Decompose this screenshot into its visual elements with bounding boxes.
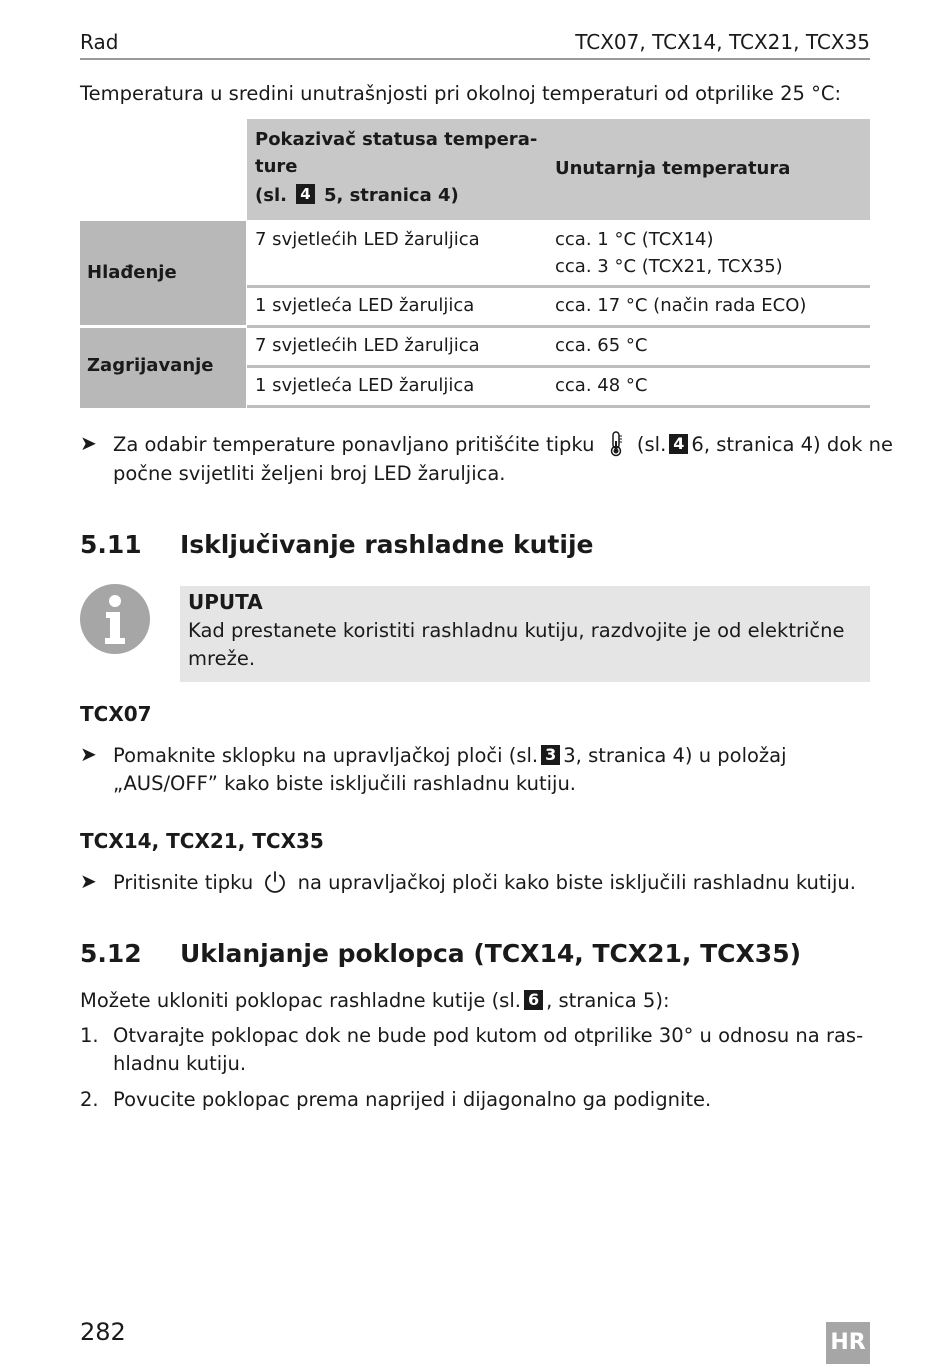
instruction-temperature-cont: počne svijetliti željeni broj LED žaruljica. bbox=[113, 462, 506, 485]
language-badge: HR bbox=[826, 1322, 870, 1364]
paragraph-lid: Možete ukloniti poklopac rashladne kutije (sl. 6 , stranica 5): bbox=[80, 989, 670, 1012]
instruction-power: Pritisnite tipku na upravljačkoj ploči kako biste isključili rashladnu kutiju. bbox=[113, 869, 856, 902]
col1-header-line1: Pokazivač statusa tempera- bbox=[255, 129, 538, 150]
bullet-arrow: ➤ bbox=[80, 431, 97, 455]
subheading-tcx14-21-35: TCX14, TCX21, TCX35 bbox=[80, 829, 324, 853]
thermometer-icon bbox=[607, 431, 625, 465]
table-cell-indicator: 7 svjetlećih LED žaruljica bbox=[255, 229, 480, 250]
table-cell-indicator: 1 svjetleća LED žaruljica bbox=[255, 375, 475, 396]
instruction-temperature: Za odabir temperature ponavljano pritišćite tipku (sl. 4 6, stranica 4) dok ne bbox=[113, 431, 893, 465]
figure-ref: 6 bbox=[524, 990, 543, 1010]
figure-ref: 3 bbox=[541, 745, 560, 765]
step-text: Otvarajte poklopac dok ne bude pod kutom od otprilike 30° u odnosu na ras- bbox=[113, 1024, 864, 1047]
intro-text: Temperatura u sredini unutrašnjosti pri okolnoj temperaturi od otprilike 25 °C: bbox=[80, 82, 842, 105]
figure-ref: 4 bbox=[296, 184, 314, 204]
table-cell-temp: cca. 48 °C bbox=[555, 375, 648, 396]
bullet-arrow: ➤ bbox=[80, 742, 97, 766]
section-number: 5.12 bbox=[80, 939, 142, 968]
table-cell-temp: cca. 17 °C (način rada ECO) bbox=[555, 295, 807, 316]
figure-ref: 4 bbox=[669, 434, 688, 454]
table-cell-temp: cca. 65 °C bbox=[555, 335, 648, 356]
col2-header: Unutarnja temperatura bbox=[555, 158, 791, 179]
step-number: 2. bbox=[80, 1088, 99, 1111]
running-header-left: Rad bbox=[80, 30, 119, 54]
table-row-separator bbox=[247, 365, 870, 368]
table-cell-indicator: 7 svjetlećih LED žaruljica bbox=[255, 335, 480, 356]
table-row-separator bbox=[247, 325, 870, 328]
instruction-switch: Pomaknite sklopku na upravljačkoj ploči (sl. 3 3, stranica 4) u položaj bbox=[113, 744, 787, 767]
bullet-arrow: ➤ bbox=[80, 869, 97, 893]
power-icon bbox=[263, 870, 287, 902]
table-row-separator bbox=[247, 405, 870, 408]
info-icon bbox=[80, 584, 150, 654]
note-title: UPUTA bbox=[188, 590, 263, 614]
row-group-heating-label: Zagrijavanje bbox=[87, 355, 214, 376]
table-cell-indicator: 1 svjetleća LED žaruljica bbox=[255, 295, 475, 316]
page-number: 282 bbox=[80, 1318, 126, 1346]
section-title: Uklanjanje poklopca (TCX14, TCX21, TCX35) bbox=[180, 939, 802, 968]
table-cell-temp: cca. 1 °C (TCX14) bbox=[555, 229, 714, 250]
table-cell-temp: cca. 3 °C (TCX21, TCX35) bbox=[555, 256, 783, 277]
col1-header-line2: ture bbox=[255, 156, 298, 177]
section-number: 5.11 bbox=[80, 530, 142, 559]
step-number: 1. bbox=[80, 1024, 99, 1047]
table-row-separator bbox=[247, 285, 870, 288]
running-header-right: TCX07, TCX14, TCX21, TCX35 bbox=[575, 30, 870, 54]
instruction-switch-cont: „AUS/OFF” kako biste isključili rashladnu kutiju. bbox=[113, 772, 577, 795]
section-title: Isključivanje rashladne kutije bbox=[180, 530, 594, 559]
header-rule bbox=[80, 58, 870, 60]
step-text: Povucite poklopac prema naprijed i dijagonalno ga podignite. bbox=[113, 1088, 712, 1111]
col1-header-ref: (sl. 4 5, stranica 4) bbox=[255, 185, 459, 206]
note-text: Kad prestanete koristiti rashladnu kutiju, razdvojite je od električne bbox=[188, 619, 845, 642]
note-text-cont: mreže. bbox=[188, 647, 256, 670]
step-text-cont: hladnu kutiju. bbox=[113, 1052, 247, 1075]
row-group-cooling-label: Hlađenje bbox=[87, 262, 177, 283]
subheading-tcx07: TCX07 bbox=[80, 702, 152, 726]
